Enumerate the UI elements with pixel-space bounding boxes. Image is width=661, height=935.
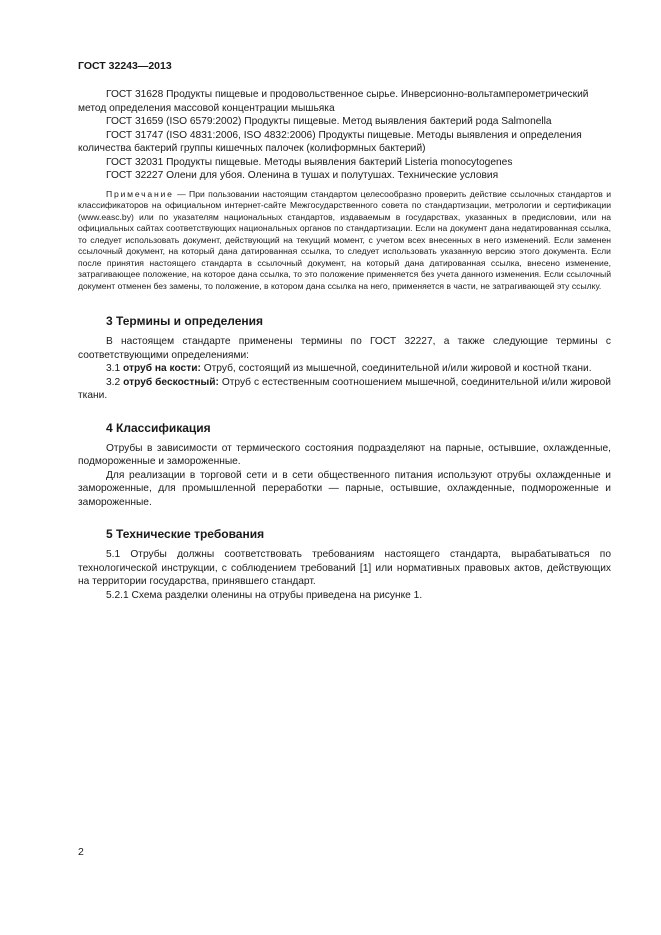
section-heading: 5 Технические требования bbox=[106, 527, 265, 541]
section-intro: В настоящем стандарте применены термины по ГОСТ 32227, а также следующие термины с соответствующими определениями: bbox=[78, 336, 611, 361]
term-definition: 3.2 отруб бескостный: Отруб с естественным соотношением мышечной, соединительной и/или жировой ткани. bbox=[78, 376, 611, 401]
note-block bbox=[78, 189, 611, 293]
section-classification bbox=[78, 421, 611, 510]
term: отруб на кости: bbox=[123, 363, 201, 374]
term-definition: 3.1 отруб на кости: Отруб, состоящий из мышечной, соединительной и/или жировой и костной ткани. bbox=[106, 363, 592, 374]
section-heading: 3 Термины и определения bbox=[106, 314, 264, 328]
paragraph: 5.2.1 Схема разделки оленины на отрубы приведена на рисунке 1. bbox=[106, 589, 423, 601]
section-technical-requirements bbox=[78, 527, 611, 602]
section-terms bbox=[78, 314, 611, 403]
reference-item: ГОСТ 32227 Олени для убоя. Оленина в тушах и полутушах. Технические условия bbox=[106, 170, 499, 181]
reference-item: ГОСТ 32031 Продукты пищевые. Методы выявления бактерий Listeria monocytogenes bbox=[106, 156, 513, 168]
section-heading: 4 Классификация bbox=[106, 420, 211, 435]
paragraph: 5.1 Отрубы должны соответствовать требованиям настоящего стандарта, вырабатываться по технологической инструкции, с соблюдением требований [1] или нормативных правовых актов, действующих на территории государства, принявшего стандарт. bbox=[78, 549, 611, 587]
page-number: 2 bbox=[78, 846, 84, 858]
reference-item: ГОСТ 31747 (ISO 4831:2006, ISO 4832:2006) Продукты пищевые. Методы выявления и определения количества бактерий группы кишечных палочек (колиформных бактерий) bbox=[78, 129, 582, 154]
normative-references-list bbox=[78, 88, 611, 183]
term: отруб бескостный: bbox=[123, 376, 219, 388]
note-text: — При пользовании настоящим стандартом целесообразно проверить действие ссылочных стандартов и классификаторов на официальном интернет-сайте Межгосударственного совета по стандартизации, метрологии и сертификации (www.easc.by) или по указателям национальных стандартов, издаваемым в государствах, указанных в предисловии, или на официальных сайтах соответствующих национальных органов по стандартизации. Если на документ дана недатированная ссылка, то следует использовать документ, действующий на текущий момент, с учетом всех внесенных в него изменений. Если заменен ссылочный документ, на который дана датированная ссылка, то следует использовать указанную версию этого документа. Если после принятия настоящего стандарта в ссылочный документ, на который дана датированная ссылка, внесено изменение, затрагивающее положение, на которое дана ссылка, то это положение применяется без учета данного изменения. Если ссылочный документ отменен без замены, то положение, в котором дана ссылка на него, применяется в части, не затрагивающей эту ссылку. bbox=[78, 188, 611, 291]
paragraph: Для реализации в торговой сети и в сети общественного питания используют отрубы охлажденные и замороженные, для промышленной переработки — парные, остывшие, охлажденные, подмороженные и замороженные. bbox=[78, 469, 611, 508]
page-content bbox=[78, 88, 611, 602]
document-header: ГОСТ 32243—2013 bbox=[78, 60, 172, 72]
reference-item: ГОСТ 31628 Продукты пищевые и продовольственное сырье. Инверсионно-вольтамперометрический метод определения массовой концентрации мышьяка bbox=[78, 89, 589, 114]
note-label: Примечание bbox=[106, 188, 174, 199]
reference-item: ГОСТ 31659 (ISO 6579:2002) Продукты пищевые. Метод выявления бактерий рода Salmonella bbox=[106, 116, 552, 127]
paragraph: Отрубы в зависимости от термического состояния подразделяют на парные, остывшие, охлажденные, подмороженные и замороженные. bbox=[78, 442, 611, 467]
